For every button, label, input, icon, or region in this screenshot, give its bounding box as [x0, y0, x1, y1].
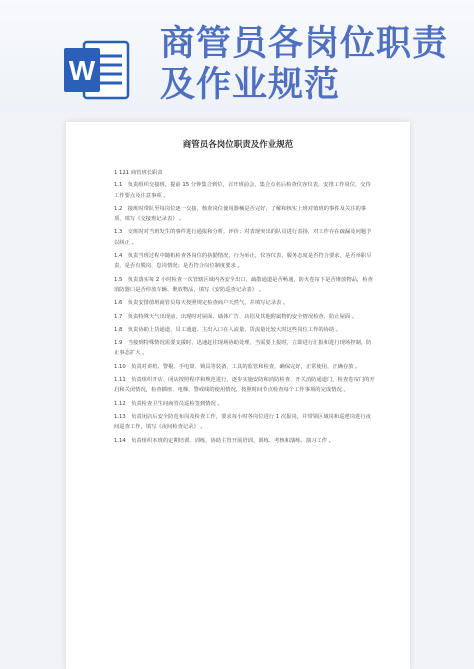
word-document-icon [62, 40, 132, 100]
paragraph: 1.12 负责检查卫生间商管员巡检签到情况 。 [114, 400, 223, 407]
banner-title-line-2: 及作业规范 [160, 65, 341, 105]
paragraph: 1.8 负责协助上货通道、员工通道、主出入口在人流量、货流量比较大时这些岗位工作的协助 。 [114, 326, 342, 333]
paragraph: 1.4 负责当班过程中随机检查各岗位的执勤情况，行为举止，仪容仪表，服务态度是否符合要求，是否举职尽责，是否有脱岗，怠岗情况；是否符合岗位制度要求 。 [114, 253, 372, 270]
logo-letter: W [68, 55, 96, 86]
banner-title-line-1: 商管员各岗位职责 [160, 24, 449, 64]
paragraph: 1.6 负责安排值班商管员每天按照规定检查商户天然气，并填写记录表 。 [114, 300, 289, 307]
paragraph-list [114, 180, 376, 446]
paragraph: 1.1 负责组织交接班，提前 15 分钟集合到位，召开班前会，集合点名后检查仪容仪表，安排工作岗位，交待工作要点及注意事项 。 [114, 182, 371, 199]
paragraph: 1.7 负责特殊天气出现前，出现时对屋面、墙体广告、店招及其他附属物的安全情况检查，防止屋面 。 [114, 313, 358, 320]
paragraph: 1.13 负责闭店后安全防范布岗及检查工作，要求每小时各岗位进行 1 次报岗，并带领区域岗和巡逻岗进行夜间巡查工作，填写《夜间检查记录》 。 [114, 413, 371, 431]
paragraph: 1.5 负责落实每 2 小时检查一次管辖区域内各安全出口，疏散通道是否畅通，防火卷帘下是否堆放物品，检查消防器口是否停放车辆、堆放物品，填写《安防巡查记录表》 。 [114, 276, 373, 293]
paragraph: 1.10 负责对讲机、警棍、手电筒、锁具等装备，工具的监管和检查，确保完好，正常使用，正确存放 。 [114, 363, 361, 370]
document-body [114, 168, 376, 449]
document-title: 商管员各岗位职责及作业规范 [182, 140, 294, 150]
paragraph: 1.9 当接到特殊情况需要支援时，迅速赶往现场协助处理，当需要上报时，立即进行汇报和进行现场控制，防止事态扩大 。 [114, 340, 372, 357]
paragraph: 1.11 负责组织开店、闭店按照程序和规范进行，逐步实施安防和消防检查、开关消防通道门，检查卷帘门的开启和关闭情况，检查插座、电梯，警戒线的使用情况，按照时间节点检查每个工作事项的完成情况 。 [114, 377, 375, 394]
header-banner [0, 0, 474, 112]
banner-title [160, 24, 460, 106]
paragraph: 1.14 负责组织本班的定期培训、训练，协助主管开展培训、训练、考核和演练、演习工作 。 [114, 437, 335, 444]
paragraph: 1.3 交班时对当班发生的事件进行通报和分析，评价；对表现突出的队员进行表扬，对工作存在疏漏及问题予以纠正 。 [114, 229, 372, 246]
paragraph: 1.2 接班时带队至每岗位逐一交接，核查岗位使用器械是否完好，了解和核实上班对值班的事件及关注的事项，填写《交接班记录表》 。 [114, 205, 367, 223]
document-page [66, 122, 410, 669]
section-heading: 1 121 商管班长职责 [114, 170, 163, 176]
